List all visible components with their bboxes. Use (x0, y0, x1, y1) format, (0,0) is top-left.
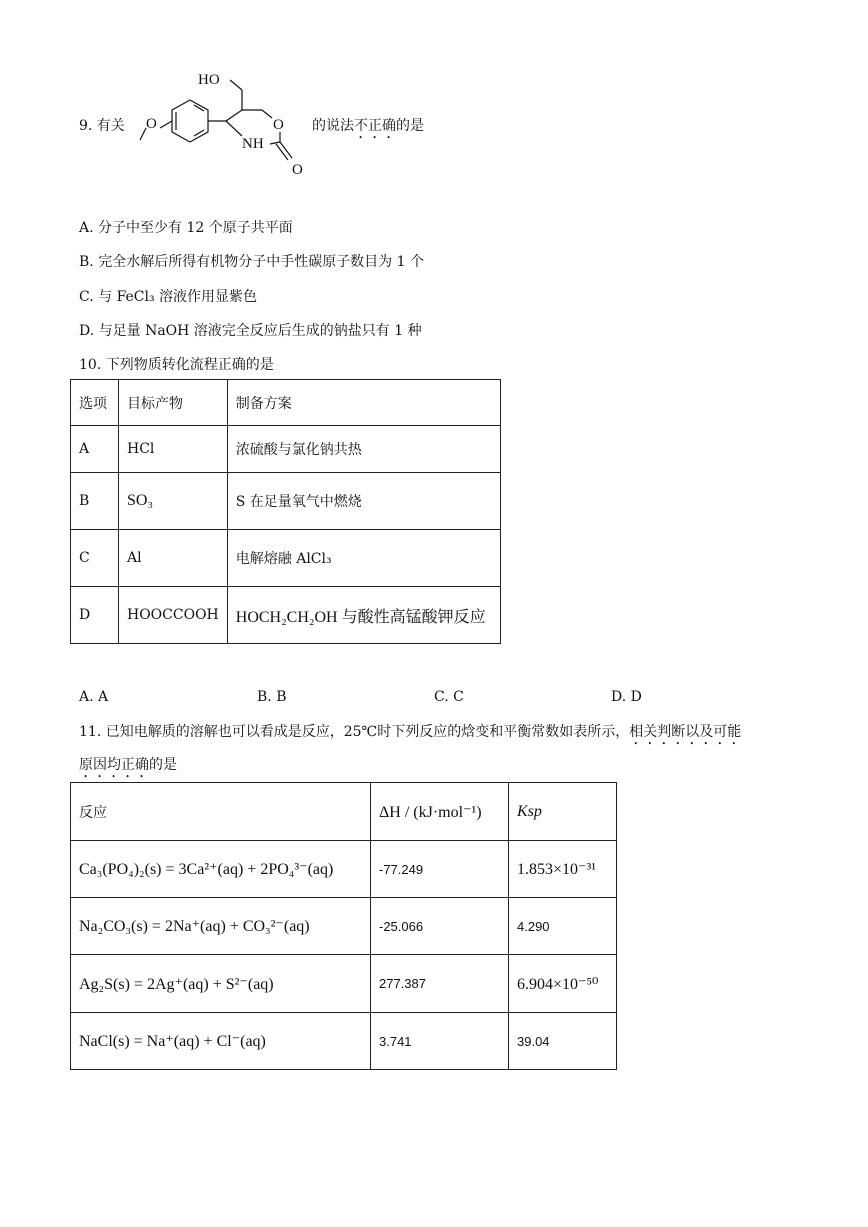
q9-option-a: A. 分子中至少有 12 个原子共平面 (79, 220, 293, 236)
q9-ho: HO (198, 72, 220, 88)
table-cell: D (71, 587, 119, 644)
q9-suffix-emph: 不正确 (354, 118, 396, 134)
table-cell: S 在足量氧气中燃烧 (227, 473, 500, 530)
q9-suffix-before: 的说法 (312, 118, 354, 134)
q11-stem-line2-emph: 原因均正确 (79, 757, 149, 773)
q9-stem-suffix (312, 115, 424, 142)
table-cell: C (71, 530, 119, 587)
table-header-cell: 反应 (71, 783, 371, 841)
table-cell: SO₃ (119, 473, 228, 530)
table-cell: Ag₂S(s) = 2Ag⁺(aq) + S²⁻(aq) (71, 955, 371, 1013)
table-header-cell: 制备方案 (227, 380, 500, 426)
table-header-cell: Ksp (509, 783, 617, 841)
q11-stem-line1-emph: 相关判断以及可能 (629, 724, 742, 740)
q10-answer-a: A. A (79, 689, 109, 705)
table-row (71, 426, 501, 473)
q9-suffix-after: 的是 (396, 118, 424, 134)
table-cell: 浓硫酸与氯化钠共热 (227, 426, 500, 473)
table-cell: HOOCCOOH (119, 587, 228, 644)
q9-option-d: D. 与足量 NaOH 溶液完全反应后生成的钠盐只有 1 种 (79, 323, 422, 339)
table-cell: HOCH₂CH₂OH 与酸性高锰酸钾反应 (227, 587, 500, 644)
q10-table (70, 379, 501, 644)
q11-stem-line2 (79, 754, 177, 781)
q9-option-c: C. 与 FeCl₃ 溶液作用显紫色 (79, 289, 258, 305)
table-cell: -25.066 (371, 898, 509, 955)
table-cell: 4.290 (509, 898, 617, 955)
table-row (71, 473, 501, 530)
table-cell: 电解熔融 AlCl₃ (227, 530, 500, 587)
q11-stem-line1-a: 11. 已知电解质的溶解也可以看成是反应，25℃时下列反应的焓变和平衡常数如表所示， (79, 724, 630, 740)
table-cell: HCl (119, 426, 228, 473)
table-row (71, 587, 501, 644)
q10-answer-b: B. B (257, 689, 287, 705)
table-cell: A (71, 426, 119, 473)
table-row (71, 955, 617, 1013)
table-cell: 39.04 (509, 1013, 617, 1070)
q9-number: 9. 有关 (79, 118, 125, 134)
table-row (71, 530, 501, 587)
table-header-cell: 目标产物 (119, 380, 228, 426)
table-row (71, 898, 617, 955)
q10-answer-c: C. C (434, 689, 464, 705)
table-cell: 6.904×10⁻⁵⁰ (509, 955, 617, 1013)
table-row (71, 1013, 617, 1070)
table-cell: NaCl(s) = Na⁺(aq) + Cl⁻(aq) (71, 1013, 371, 1070)
table-cell: 277.387 (371, 955, 509, 1013)
table-cell: Na₂CO₃(s) = 2Na⁺(aq) + CO₃²⁻(aq) (71, 898, 371, 955)
table-cell: Ca₃(PO₄)₂(s) = 3Ca²⁺(aq) + 2PO₄³⁻(aq) (71, 841, 371, 898)
q11-stem-line2-b: 的是 (149, 757, 177, 773)
table-cell: 3.741 (371, 1013, 509, 1070)
q10-answer-d: D. D (611, 689, 642, 705)
q9-nh: NH (242, 136, 264, 152)
q11-table (70, 782, 617, 1070)
table-cell: Al (119, 530, 228, 587)
table-cell: B (71, 473, 119, 530)
table-header-cell: ΔH / (kJ·mol⁻¹) (371, 783, 509, 841)
q9-structure-diagram (130, 62, 310, 187)
table-row (71, 783, 617, 841)
table-header-cell: 选项 (71, 380, 119, 426)
q9-methoxy-o: O (146, 116, 157, 132)
q9-option-b: B. 完全水解后所得有机物分子中手性碳原子数目为 1 个 (79, 254, 424, 270)
table-cell: 1.853×10⁻³¹ (509, 841, 617, 898)
q9-carbonyl-o: O (292, 162, 303, 178)
q9-ring-o: O (273, 117, 284, 133)
q11-stem-line1 (79, 721, 741, 748)
table-row (71, 380, 501, 426)
table-row (71, 841, 617, 898)
table-cell: -77.249 (371, 841, 509, 898)
q10-stem: 10. 下列物质转化流程正确的是 (79, 357, 274, 373)
